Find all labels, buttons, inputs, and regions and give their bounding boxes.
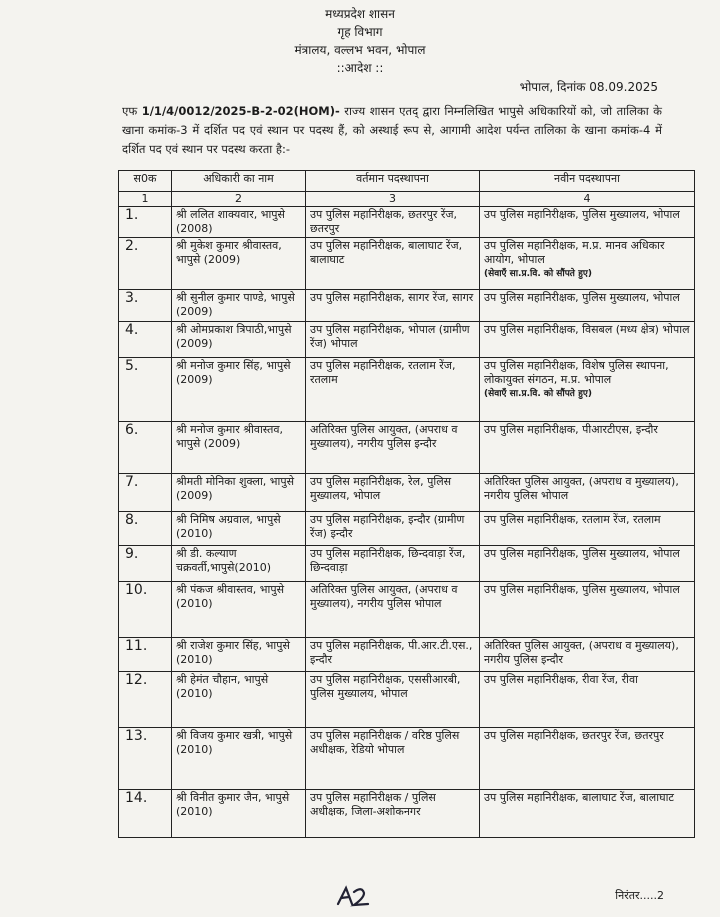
row-current-posting: उप पुलिस महानिरीक्षक, एससीआरबी, पुलिस मुख्यालय, भोपाल: [306, 672, 480, 728]
new-posting-text: उप पुलिस महानिरीक्षक, बालाघाट रेंज, बालाघाट: [484, 791, 674, 804]
new-posting-text: उप पुलिस महानिरीक्षक, विसबल (मध्य क्षेत्र) भोपाल: [484, 323, 690, 336]
row-new-posting: [480, 422, 695, 474]
row-current-posting: उप पुलिस महानिरीक्षक / पुलिस अधीक्षक, जिला-अशोकनगर: [306, 790, 480, 838]
ministry-address: मंत्रालय, वल्लभ भवन, भोपाल: [294, 43, 426, 57]
row-current-posting: अतिरिक्त पुलिस आयुक्त, (अपराध व मुख्यालय), नगरीय पुलिस इन्दौर: [306, 422, 480, 474]
new-posting-text: उप पुलिस महानिरीक्षक, छतरपुर रेंज, छतरपुर: [484, 729, 664, 742]
header-serial: स0क: [119, 171, 172, 192]
table-row: [119, 512, 695, 546]
table-row: [119, 207, 695, 238]
row-new-posting: [480, 546, 695, 582]
row-serial: 10.: [119, 582, 172, 638]
row-officer-name: श्री डी. कल्याण चक्रवर्ती,भापुसे(2010): [172, 546, 306, 582]
row-new-posting: [480, 474, 695, 512]
row-serial: 3.: [119, 290, 172, 322]
continued-note: निरंतर.....2: [615, 889, 664, 902]
row-current-posting: उप पुलिस महानिरीक्षक, छतरपुर रेंज, छतरपुर: [306, 207, 480, 238]
table-row: [119, 546, 695, 582]
row-officer-name: श्री सुनील कुमार पाण्डे, भापुसे (2009): [172, 290, 306, 322]
row-officer-name: श्री राजेश कुमार सिंह, भापुसे (2010): [172, 638, 306, 672]
new-posting-text: उप पुलिस महानिरीक्षक, पीआरटीएस, इन्दौर: [484, 423, 658, 436]
row-current-posting: उप पुलिस महानिरीक्षक, भोपाल (ग्रामीण रेंज) भोपाल: [306, 322, 480, 358]
deputation-note: (सेवाएँ सा.प्र.वि. को सौंपते हुए): [484, 269, 592, 279]
table-row: [119, 238, 695, 290]
row-new-posting: [480, 207, 695, 238]
handwritten-initials: [334, 884, 374, 910]
row-serial: 2.: [119, 238, 172, 290]
row-officer-name: श्री मनोज कुमार श्रीवास्तव, भापुसे (2009): [172, 422, 306, 474]
header-officer-name: अधिकारी का नाम: [172, 171, 306, 192]
new-posting-text: अतिरिक्त पुलिस आयुक्त, (अपराध व मुख्यालय), नगरीय पुलिस भोपाल: [484, 475, 679, 502]
row-new-posting: [480, 358, 695, 422]
row-current-posting: उप पुलिस महानिरीक्षक, बालाघाट रेंज, बालाघाट: [306, 238, 480, 290]
new-posting-text: उप पुलिस महानिरीक्षक, विशेष पुलिस स्थापना, लोकायुक्त संगठन, म.प्र. भोपाल: [484, 359, 669, 386]
row-serial: 12.: [119, 672, 172, 728]
row-serial: 1.: [119, 207, 172, 238]
row-officer-name: श्री पंकज श्रीवास्तव, भापुसे (2010): [172, 582, 306, 638]
order-heading: ::आदेश ::: [336, 61, 384, 75]
new-posting-text: उप पुलिस महानिरीक्षक, रतलाम रेंज, रतलाम: [484, 513, 661, 526]
row-officer-name: श्री ओमप्रकाश त्रिपाठी,भापुसे (2009): [172, 322, 306, 358]
new-posting-text: अतिरिक्त पुलिस आयुक्त, (अपराध व मुख्यालय), नगरीय पुलिस इन्दौर: [484, 639, 679, 666]
column-number-row: [119, 192, 695, 207]
row-officer-name: श्री विनीत कुमार जैन, भापुसे (2010): [172, 790, 306, 838]
row-officer-name: श्री विजय कुमार खत्री, भापुसे (2010): [172, 728, 306, 790]
table-row: [119, 638, 695, 672]
table-row: [119, 728, 695, 790]
row-serial: 5.: [119, 358, 172, 422]
deputation-note: (सेवाएँ सा.प्र.वि. को सौंपते हुए): [484, 389, 592, 399]
header-new-posting: नवीन पदस्थापना: [480, 171, 695, 192]
row-current-posting: उप पुलिस महानिरीक्षक, छिन्दवाड़ा रेंज, छिन्दवाड़ा: [306, 546, 480, 582]
row-serial: 9.: [119, 546, 172, 582]
row-officer-name: श्री ललित शाक्यवार, भापुसे (2008): [172, 207, 306, 238]
government-title: मध्यप्रदेश शासन: [325, 7, 395, 21]
row-new-posting: [480, 238, 695, 290]
row-officer-name: श्री मुकेश कुमार श्रीवास्तव, भापुसे (2009): [172, 238, 306, 290]
row-new-posting: [480, 672, 695, 728]
table-row: [119, 322, 695, 358]
row-serial: 6.: [119, 422, 172, 474]
new-posting-text: उप पुलिस महानिरीक्षक, पुलिस मुख्यालय, भोपाल: [484, 291, 680, 304]
new-posting-text: उप पुलिस महानिरीक्षक, पुलिस मुख्यालय, भोपाल: [484, 583, 680, 596]
row-current-posting: अतिरिक्त पुलिस आयुक्त, (अपराध व मुख्यालय), नगरीय पुलिस भोपाल: [306, 582, 480, 638]
order-paragraph: [122, 102, 662, 159]
column-number: 3: [306, 192, 480, 207]
row-current-posting: उप पुलिस महानिरीक्षक, रेल, पुलिस मुख्यालय, भोपाल: [306, 474, 480, 512]
table-row: [119, 290, 695, 322]
order-prefix: एफ: [122, 104, 138, 118]
row-new-posting: [480, 790, 695, 838]
row-officer-name: श्रीमती मोनिका शुक्ला, भापुसे (2009): [172, 474, 306, 512]
row-serial: 11.: [119, 638, 172, 672]
new-posting-text: उप पुलिस महानिरीक्षक, म.प्र. मानव अधिकार आयोग, भोपाल: [484, 239, 665, 266]
row-current-posting: उप पुलिस महानिरीक्षक, पी.आर.टी.एस., इन्दौर: [306, 638, 480, 672]
row-new-posting: [480, 512, 695, 546]
row-officer-name: श्री निमिष अग्रवाल, भापुसे (2010): [172, 512, 306, 546]
posting-table: [118, 170, 695, 838]
new-posting-text: उप पुलिस महानिरीक्षक, रीवा रेंज, रीवा: [484, 673, 638, 686]
row-new-posting: [480, 582, 695, 638]
row-serial: 8.: [119, 512, 172, 546]
table-row: [119, 422, 695, 474]
row-current-posting: उप पुलिस महानिरीक्षक / वरिष्ठ पुलिस अधीक्षक, रेडियो भोपाल: [306, 728, 480, 790]
table-row: [119, 672, 695, 728]
order-text: राज्य शासन एतद् द्वारा निम्नलिखित भापुसे अधिकारियों को, जो तालिका के खाना कमांक-3 में दर्शित पद एवं स्थान पर पदस्थ हैं, को अस्थाई रूप से, आगामी आदेश पर्यन्त तालिका के खाना कमांक-4 में दर्शित पद एवं स्थान पर पदस्थ करता है:-: [122, 104, 663, 156]
table-row: [119, 582, 695, 638]
table-header-row: [119, 171, 695, 192]
new-posting-text: उप पुलिस महानिरीक्षक, पुलिस मुख्यालय, भोपाल: [484, 208, 680, 221]
row-new-posting: [480, 728, 695, 790]
table-row: [119, 790, 695, 838]
table-row: [119, 474, 695, 512]
row-officer-name: श्री मनोज कुमार सिंह, भापुसे (2009): [172, 358, 306, 422]
department-title: गृह विभाग: [337, 25, 383, 39]
column-number: 2: [172, 192, 306, 207]
order-number: 1/1/4/0012/2025-B-2-02(HOM)-: [141, 104, 340, 118]
row-officer-name: श्री हेमंत चौहान, भापुसे (2010): [172, 672, 306, 728]
row-serial: 13.: [119, 728, 172, 790]
row-serial: 4.: [119, 322, 172, 358]
table-row: [119, 358, 695, 422]
row-serial: 7.: [119, 474, 172, 512]
column-number: 1: [119, 192, 172, 207]
header-current-posting: वर्तमान पदस्थापना: [306, 171, 480, 192]
row-new-posting: [480, 322, 695, 358]
column-number: 4: [480, 192, 695, 207]
order-date: भोपाल, दिनांक 08.09.2025: [519, 80, 658, 94]
row-new-posting: [480, 290, 695, 322]
row-current-posting: उप पुलिस महानिरीक्षक, इन्दौर (ग्रामीण रेंज) इन्दौर: [306, 512, 480, 546]
row-new-posting: [480, 638, 695, 672]
row-current-posting: उप पुलिस महानिरीक्षक, रतलाम रेंज, रतलाम: [306, 358, 480, 422]
new-posting-text: उप पुलिस महानिरीक्षक, पुलिस मुख्यालय, भोपाल: [484, 547, 680, 560]
row-current-posting: उप पुलिस महानिरीक्षक, सागर रेंज, सागर: [306, 290, 480, 322]
row-serial: 14.: [119, 790, 172, 838]
